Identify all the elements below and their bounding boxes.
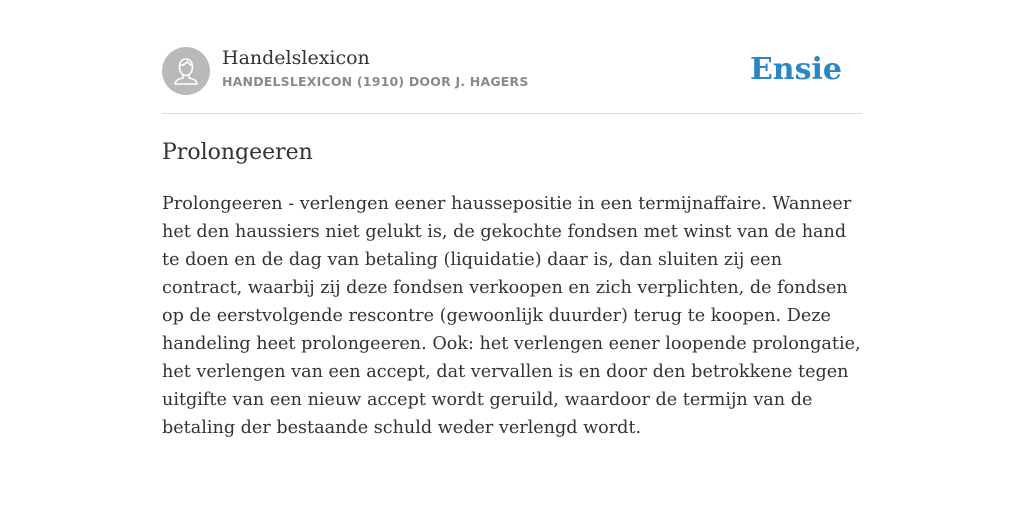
source-name[interactable]: Handelslexicon [222,47,370,69]
brand-logo[interactable]: Ensie [749,52,842,87]
entry-body: Prolongeeren - verlengen eener haussepositie in een termijnaffaire. Wanneer het den haussiers niet gelukt is, de gekochte fondsen met winst van de hand te doen en de dag van betaling (liquidatie) daar is, dan sluiten zij een contract, waarbij zij deze fondsen verkoopen en zich verplichten, de fondsen op de eerstvolgende rescontre (gewoonlijk duurder) terug te koopen. Deze handeling heet prolongeeren. Ook: het verlengen eener loopende prolongatie, het verlengen van een accept, dat vervallen is en door den betrokkene tegen uitgifte van een nieuw accept wordt geruild, waardoor de termijn van de betaling der bestaande schuld weder verlengd wordt. [162,194,861,438]
source-avatar[interactable] [162,47,210,95]
entry-card [162,0,862,512]
source-header [162,46,862,96]
entry-title: Prolongeeren [162,140,313,165]
header-divider [162,113,862,114]
source-subtitle[interactable]: HANDELSLEXICON (1910) DOOR J. HAGERS [222,74,529,89]
user-icon [162,47,210,95]
